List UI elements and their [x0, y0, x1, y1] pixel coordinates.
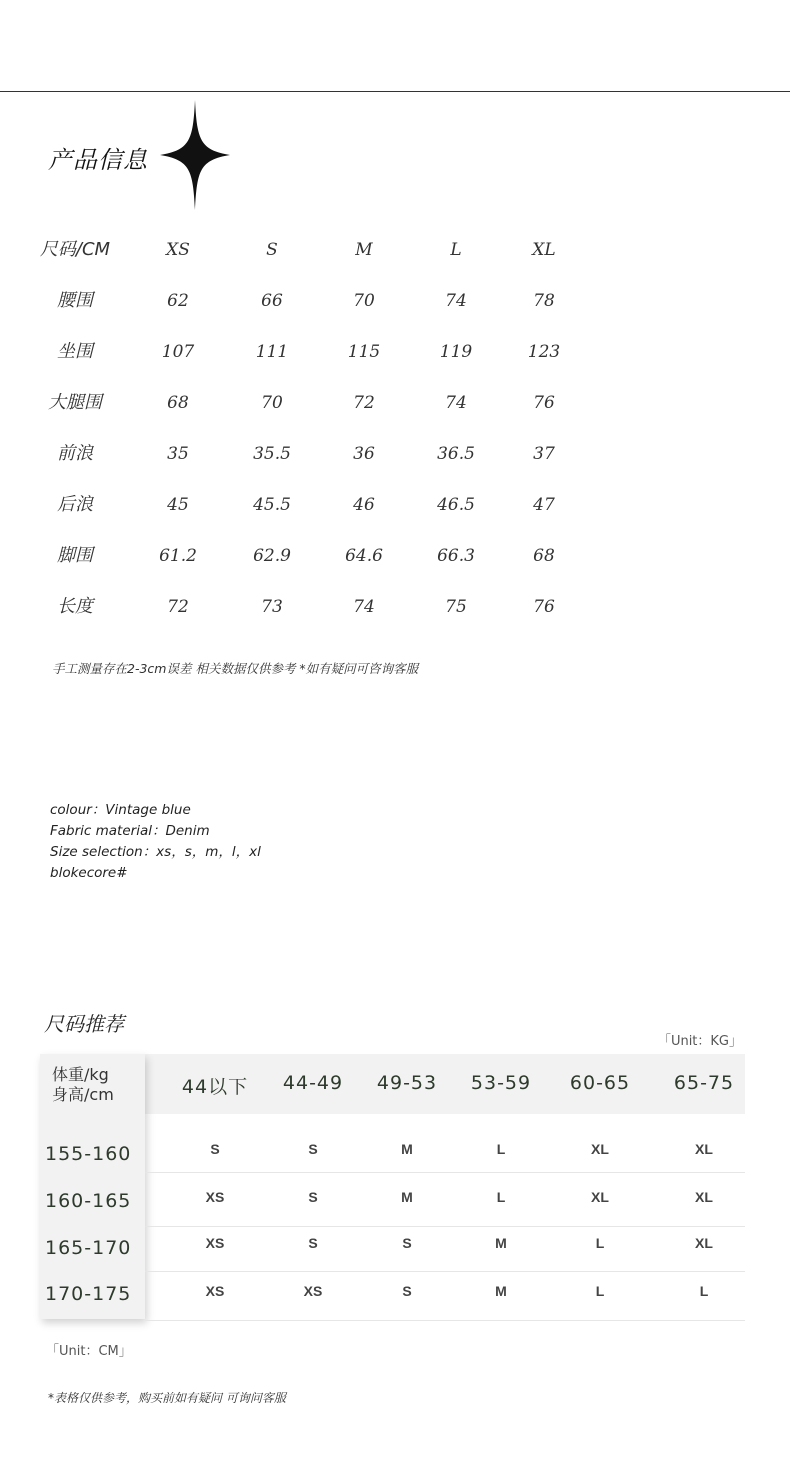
- recommended-size-cell: M: [401, 1189, 413, 1205]
- unit-height-label: 「Unit：CM」: [46, 1344, 132, 1359]
- size-value: 76: [533, 393, 555, 413]
- size-value: 62: [167, 291, 189, 311]
- height-range-label: 160-165: [45, 1190, 132, 1212]
- info-colour: colour：Vintage blue: [50, 802, 191, 818]
- size-value: 111: [255, 342, 289, 362]
- height-range-label: 170-175: [45, 1283, 132, 1305]
- size-value: 107: [161, 342, 195, 362]
- recommended-size-cell: M: [401, 1141, 413, 1157]
- size-table-row: [0, 332, 600, 372]
- size-value: 68: [167, 393, 189, 413]
- recommended-size-cell: L: [595, 1235, 605, 1251]
- sparkle-icon: [160, 100, 230, 210]
- size-value: 68: [533, 546, 555, 566]
- row-divider: [145, 1172, 745, 1173]
- size-value: 70: [261, 393, 283, 413]
- size-value: S: [266, 240, 278, 260]
- size-table-row: [0, 485, 600, 525]
- unit-weight-label: 「Unit：KG」: [657, 1034, 742, 1049]
- size-value: 66.3: [437, 546, 475, 566]
- recommended-size-cell: L: [496, 1141, 506, 1157]
- product-info-list: [50, 800, 261, 884]
- size-value: XL: [532, 240, 556, 260]
- height-range-label: 155-160: [45, 1143, 132, 1165]
- recommended-size-cell: XL: [591, 1189, 609, 1205]
- info-fabric: Fabric material：Denim: [50, 823, 210, 839]
- row-divider: [145, 1320, 745, 1321]
- size-value: 61.2: [159, 546, 197, 566]
- size-value: 35.5: [253, 444, 291, 464]
- size-row-label: 尺码/CM: [39, 239, 111, 260]
- size-value: 78: [533, 291, 555, 311]
- size-value: 36.5: [437, 444, 475, 464]
- weight-range-header: 49-53: [376, 1072, 438, 1094]
- size-row-label: 长度: [57, 596, 93, 617]
- size-value: 45.5: [253, 495, 291, 515]
- size-value: 119: [439, 342, 473, 362]
- size-row-label: 后浪: [57, 494, 93, 515]
- recommendation-corner-label: [52, 1065, 114, 1105]
- size-value: 46: [353, 495, 375, 515]
- recommendation-note: *表格仅供参考，购买前如有疑问 可询问客服: [48, 1391, 286, 1405]
- size-value: 64.6: [345, 546, 383, 566]
- size-value: 76: [533, 597, 555, 617]
- info-sizes: Size selection：xs，s，m，l，xl: [50, 844, 261, 860]
- row-divider: [145, 1271, 745, 1272]
- size-value: 36: [353, 444, 375, 464]
- weight-range-header: 60-65: [569, 1072, 631, 1094]
- top-divider: [0, 91, 790, 92]
- recommended-size-cell: S: [308, 1189, 318, 1205]
- size-value: 37: [533, 444, 555, 464]
- size-table-header: [0, 230, 600, 270]
- corner-height-label: 身高/cm: [52, 1085, 114, 1104]
- recommended-size-cell: L: [496, 1189, 506, 1205]
- size-value: 47: [533, 495, 555, 515]
- recommended-size-cell: S: [402, 1283, 412, 1299]
- size-value: 66: [261, 291, 283, 311]
- size-value: 46.5: [437, 495, 475, 515]
- size-value: 74: [353, 597, 375, 617]
- recommended-size-cell: S: [210, 1141, 220, 1157]
- size-row-label: 前浪: [57, 443, 93, 464]
- recommended-size-cell: XL: [591, 1141, 609, 1157]
- recommended-size-cell: S: [402, 1235, 412, 1251]
- size-row-label: 腰围: [57, 290, 93, 311]
- recommended-size-cell: L: [699, 1283, 709, 1299]
- size-value: 35: [167, 444, 189, 464]
- section-title: 产品信息: [48, 146, 148, 174]
- size-value: L: [450, 240, 462, 260]
- measurement-note: 手工测量存在2-3cm误差 相关数据仅供参考 *如有疑问可咨询客服: [52, 661, 419, 676]
- size-value: 75: [445, 597, 467, 617]
- size-value: 123: [527, 342, 561, 362]
- recommended-size-cell: XS: [205, 1283, 225, 1299]
- size-table-row: [0, 587, 600, 627]
- weight-range-header: 44-49: [282, 1072, 344, 1094]
- recommended-size-cell: XS: [303, 1283, 323, 1299]
- weight-range-header: 44以下: [181, 1076, 249, 1098]
- recommended-size-cell: S: [308, 1141, 318, 1157]
- size-value: 45: [167, 495, 189, 515]
- size-table-row: [0, 536, 600, 576]
- size-value: 72: [167, 597, 189, 617]
- size-row-label: 脚围: [57, 545, 93, 566]
- size-row-label: 大腿围: [48, 392, 102, 413]
- recommended-size-cell: XS: [205, 1189, 225, 1205]
- size-table-row: [0, 281, 600, 321]
- size-value: 62.9: [253, 546, 291, 566]
- row-divider: [145, 1226, 745, 1227]
- recommended-size-cell: M: [495, 1235, 507, 1251]
- info-tag: blokecore#: [50, 865, 128, 881]
- size-value: 115: [347, 342, 381, 362]
- size-value: 72: [353, 393, 375, 413]
- recommended-size-cell: XL: [695, 1141, 713, 1157]
- size-table-row: [0, 434, 600, 474]
- recommended-size-cell: S: [308, 1235, 318, 1251]
- size-value: 73: [261, 597, 283, 617]
- recommended-size-cell: L: [595, 1283, 605, 1299]
- size-value: M: [355, 240, 373, 260]
- height-range-label: 165-170: [45, 1237, 132, 1259]
- corner-weight-label: 体重/kg: [52, 1065, 109, 1084]
- recommended-size-cell: M: [495, 1283, 507, 1299]
- size-table-row: [0, 383, 600, 423]
- size-row-label: 坐围: [57, 341, 93, 362]
- recommendation-title: 尺码推荐: [44, 1012, 124, 1036]
- size-value: 74: [445, 291, 467, 311]
- weight-range-header: 65-75: [673, 1072, 735, 1094]
- size-value: 70: [353, 291, 375, 311]
- weight-range-header: 53-59: [470, 1072, 532, 1094]
- recommended-size-cell: XL: [695, 1189, 713, 1205]
- size-value: 74: [445, 393, 467, 413]
- recommended-size-cell: XS: [205, 1235, 225, 1251]
- recommended-size-cell: XL: [695, 1235, 713, 1251]
- size-value: XS: [166, 240, 190, 260]
